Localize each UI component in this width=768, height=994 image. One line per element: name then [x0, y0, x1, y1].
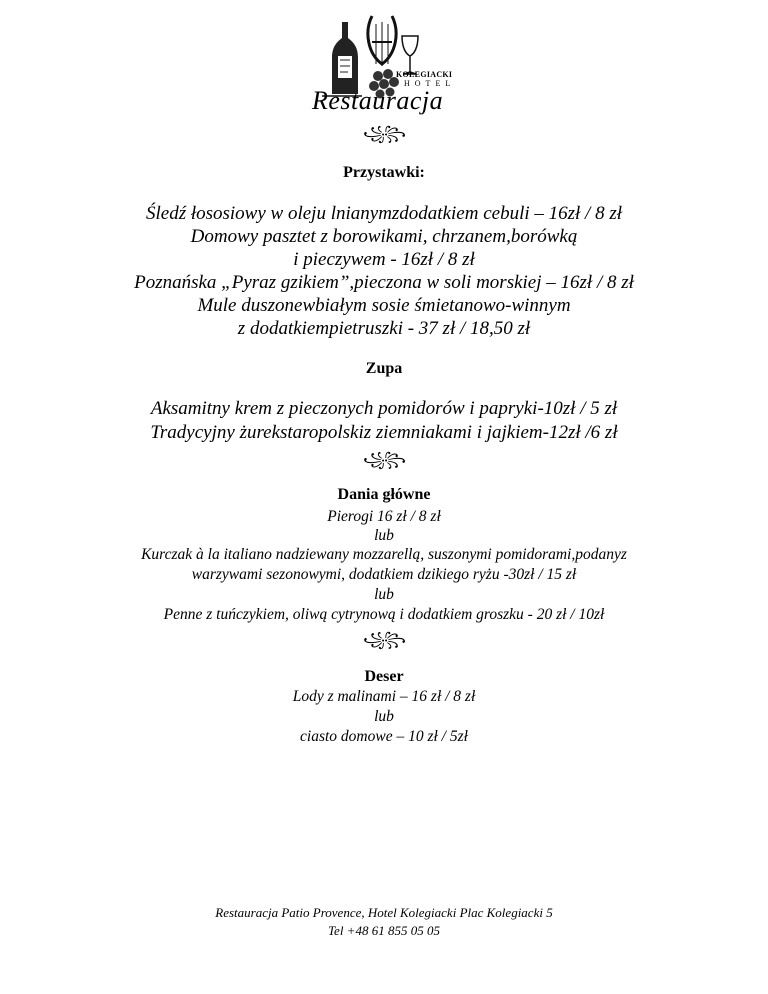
ornament-divider-icon: ꧁꧂: [363, 632, 405, 648]
menu-item-line: Domowy pasztet z borowikami, chrzanem,borówką: [190, 226, 578, 247]
section-heading-deser: Deser: [364, 668, 404, 685]
menu-item-line: lub: [374, 527, 394, 544]
menu-item-line: Lody z malinami – 16 zł / 8 zł: [292, 688, 476, 705]
ornament-divider-icon: ꧁꧂: [363, 452, 405, 468]
section-heading-przystawki: Przystawki:: [343, 164, 425, 181]
menu-item-line: warzywami sezonowymi, dodatkiem dzikiego ryżu -30zł / 15 zł: [191, 566, 577, 583]
menu-item-line: Pierogi 16 zł / 8 zł: [327, 508, 441, 525]
menu-item-line: Kurczak à la italiano nadziewany mozzarellą, suszonymi pomidorami,podanyz: [141, 546, 627, 563]
logo-brand-text: Restauracja: [312, 86, 444, 115]
section-heading-dania: Dania główne: [337, 486, 431, 503]
footer-phone: Tel +48 61 855 05 05: [328, 923, 440, 938]
menu-item-line: ciasto domowe – 10 zł / 5zł: [300, 728, 468, 745]
logo-hotel-name: KOLEGIACKI: [396, 70, 453, 79]
section-heading-zupa: Zupa: [365, 360, 403, 377]
menu-item-line: Poznańska „Pyraz gzikiem”,pieczona w soli morskiej – 16zł / 8 zł: [134, 272, 634, 293]
menu-item-line: lub: [374, 586, 394, 603]
menu-item-line: lub: [374, 708, 394, 725]
menu-item-line: Mule duszonewbiałym sosie śmietanowo-winnym: [197, 295, 571, 316]
footer-address: Restauracja Patio Provence, Hotel Kolegiacki Plac Kolegiacki 5: [215, 905, 553, 920]
ornament-divider-icon: ꧁꧂: [363, 126, 405, 142]
menu-item-line: Tradycyjny żurekstaropolskiz ziemniakami i jajkiem-12zł /6 zł: [150, 422, 618, 443]
menu-item-line: Aksamitny krem z pieczonych pomidorów i papryki-10zł / 5 zł: [150, 398, 618, 419]
menu-item-line: Penne z tuńczykiem, oliwą cytrynową i dodatkiem groszku - 20 zł / 10zł: [163, 606, 605, 623]
menu-item-line: Śledź łososiowy w oleju lnianymzdodatkiem cebuli – 16zł / 8 zł: [145, 203, 623, 224]
menu-item-line: i pieczywem - 16zł / 8 zł: [293, 249, 475, 270]
menu-item-line: z dodatkiempietruszki - 37 zł / 18,50 zł: [237, 318, 531, 339]
logo-hotel-word: HOTEL: [404, 79, 456, 88]
